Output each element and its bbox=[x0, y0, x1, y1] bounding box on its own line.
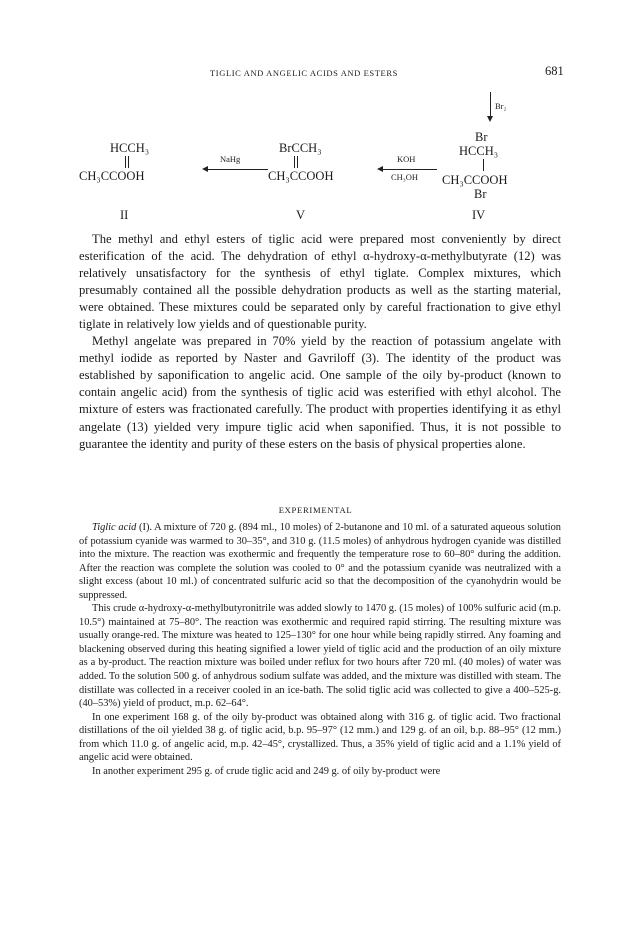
compound-v-double-bond-a bbox=[294, 156, 295, 168]
arrow-br2-head bbox=[487, 116, 493, 122]
paragraph: Methyl angelate was prepared in 70% yield by the reaction of potassium angelate with methyl iodide as reported by Naster and Gavriloff (3). The identity of the product was established by saponification to angelic acid. One sample of the oily by-product (known to contain angelic acid) from the synthesis of tiglic acid was esterified with ethyl alcohol. The mixture of esters was fractionated carefully. The product with properties identifying it as ethyl angelate (13) yielded very impure tiglic acid when saponified. Thus, it is not possible to guarantee the identity and purity of these esters on the basis of physical properties alone. bbox=[79, 334, 561, 451]
paragraph: In one experiment 168 g. of the oily by-product was obtained along with 316 g. of tiglic acid. Two fractional distillations of the oil yielded 38 g. of tiglic acid, b.p. 95–97° (12 mm.) and 129 g. of an oil, b.p. 88–95° (12 mm.) from which 11.0 g. of angelic acid, m.p. 42–45°, crystallized. Thus, a 35% yield of tiglic acid and a 1.1% yield of angelic acid were obtained. bbox=[79, 711, 561, 764]
paragraph: In another experiment 295 g. of crude tiglic acid and 249 g. of oily by-product were bbox=[92, 765, 441, 777]
arrow-nahg-head bbox=[202, 166, 208, 172]
compound-iv-br-bottom: Br bbox=[474, 187, 487, 201]
arrow-koh-shaft bbox=[381, 169, 437, 170]
arrow-koh-head bbox=[377, 166, 383, 172]
paragraph: The methyl and ethyl esters of tiglic acid were prepared most conveniently by direct esterification of the acid. The dehydration of ethyl α-hydroxy-α-methylbutyrate (12) was relatively unsatisfactory for the synthesis of ethyl tiglate. Complex mixtures, which presumably contained all the possible dehydration products as well as the starting material, were obtained. These mixtures could be separated only by careful fractionation to give ethyl tiglate in relatively low yields and of questionable purity. bbox=[79, 232, 561, 332]
paragraph bbox=[79, 521, 561, 602]
compound-v-top: BrCCH₃ bbox=[279, 141, 322, 155]
compound-ii-top: HCCH₃ bbox=[110, 141, 150, 155]
running-head: TIGLIC AND ANGELIC ACIDS AND ESTERS bbox=[210, 68, 398, 78]
compound-v-double-bond-b bbox=[297, 156, 298, 168]
compound-iv-bottom: CH₃CCOOH bbox=[442, 173, 508, 187]
paragraph: This crude α-hydroxy-α-methylbutyronitrile was added slowly to 1470 g. (15 moles) of 100% sulfuric acid (m.p. 10.5°) maintained at 75–80°. The reaction was exothermic and required rapid stirring. The resulting mixture was usually orange-red. The mixture was heated to 125–130° for one hour while being rapidly stirred. Any foaming and blackening observed during this heating signified a lower yield of tiglic acid and the production of an oily mixture as a by-product. The reaction mixture was boiled under reflux for two hours after 720 ml. (40 moles) of water was added. To the solution 500 g. of anhydrous sodium sulfate was added, and the mixture was distilled with steam. The distillate was collected in a receiver cooled in an ice-bath. The solid tiglic acid was collected to give a 400–525-g. (40–53%) yield of product, m.p. 62–64°. bbox=[79, 603, 561, 710]
compound-v-bottom: CH₃CCOOH bbox=[268, 169, 334, 183]
compound-ii-double-bond-b bbox=[128, 156, 129, 168]
compound-iv-label: IV bbox=[472, 208, 486, 222]
compound-v-label: V bbox=[296, 208, 306, 222]
compound-ii-bottom: CH₃CCOOH bbox=[79, 169, 145, 183]
compound-iv-br-top: Br bbox=[475, 130, 488, 144]
compound-iv-top: HCCH₃ bbox=[459, 144, 499, 158]
compound-iv-single-bond bbox=[483, 159, 484, 171]
reaction-scheme bbox=[70, 92, 590, 232]
reagent-nahg: NaHg bbox=[220, 154, 241, 164]
section-heading: EXPERIMENTAL bbox=[278, 505, 353, 515]
compound-ii-label: II bbox=[120, 208, 129, 222]
compound-name: Tiglic acid bbox=[92, 522, 137, 533]
page-number: 681 bbox=[545, 64, 564, 78]
reagent-koh: KOH bbox=[397, 154, 416, 164]
arrow-br2-shaft bbox=[490, 92, 491, 117]
solvent-ch3oh: CH₃OH bbox=[391, 172, 419, 182]
arrow-nahg-shaft bbox=[206, 169, 268, 170]
reagent-br2: Br₂ bbox=[495, 101, 507, 111]
paragraph-text: (I). A mixture of 720 g. (894 ml., 10 moles) of 2-butanone and 10 ml. of a saturated aqueous solution of potassium cyanide was warmed to 30–35°, and 310 g. (11.5 moles) of anhydrous hydrogen cyanide was distilled into the mixture. The reaction was exothermic and frequently the temperature rose to 60–80° during the addition. After the reaction was complete the solution was cooled to 0° and the potassium cyanide was neutralized with a slight excess (about 10 ml.) of concentrated sulfuric acid so that the decomposition of the cyanohydrin would be suppressed. bbox=[79, 522, 561, 601]
compound-ii-double-bond-a bbox=[125, 156, 126, 168]
discussion-text bbox=[79, 231, 561, 453]
experimental-text bbox=[79, 521, 561, 778]
